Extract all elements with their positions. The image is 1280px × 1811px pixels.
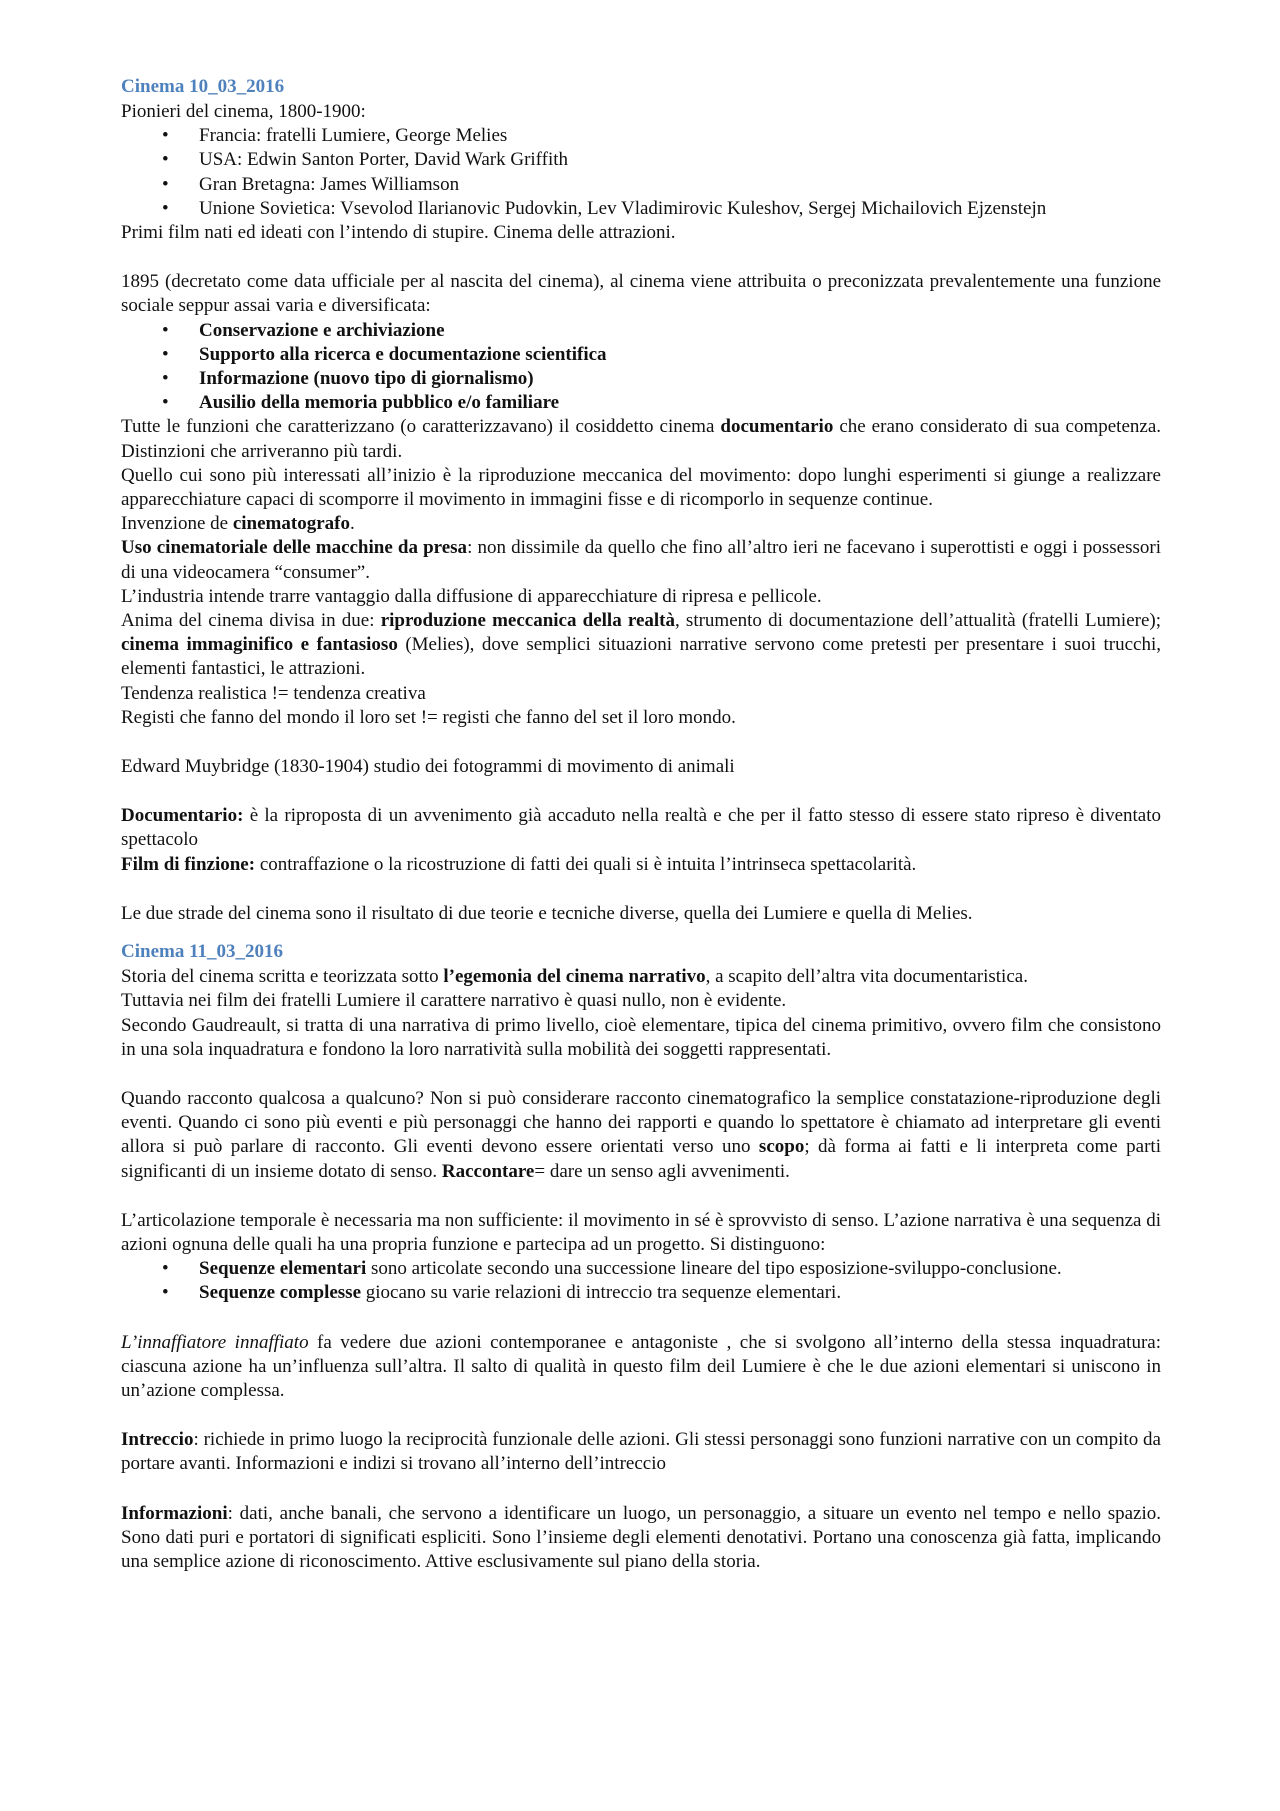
bullet-icon: • [162,392,169,414]
bullet-icon: • [162,149,169,171]
bullet-icon: • [162,343,169,365]
list-item: • Unione Sovietica: Vsevolod Ilarianovic Pudovkin, Lev Vladimirovic Kuleshov, Sergej Michailovich Ejzenstejn [121,197,1161,221]
paragraph: Quello cui sono più interessati all’inizio è la riproduzione meccanica del movimento: dopo lunghi esperimenti si giunge a realizzare apparecchiature capaci di scomporre il movimento in immagini fisse e di ricomporlo in sequenze continue. [121,464,1161,511]
list-item: • Conservazione e archiviazione [121,319,1161,343]
section-heading: Cinema 11_03_2016 [121,941,284,963]
list-item: • Sequenze elementari sono articolate secondo una successione lineare del tipo esposizione-sviluppo-conclusione. [121,1257,1161,1281]
paragraph: Storia del cinema scritta e teorizzata sotto l’egemonia del cinema narrativo, a scapito dell’altra vita documentaristica. [121,966,1028,988]
bullet-icon: • [162,1282,169,1304]
sequences-list [121,1257,1161,1305]
paragraph: Tuttavia nei film dei fratelli Lumiere il carattere narrativo è quasi nullo, non è evidente. [121,990,787,1012]
section-heading: Cinema 10_03_2016 [121,76,285,97]
list-item: • Francia: fratelli Lumiere, George Melies [121,124,1161,148]
paragraph: Pionieri del cinema, 1800-1900: [121,101,366,122]
paragraph: Informazioni: dati, anche banali, che servono a identificare un luogo, un personaggio, a situare un evento nel tempo e nello spazio. Sono dati puri e portatori di significati espliciti. Sono l’insieme degli elementi denotativi. Portano una conoscenza già fatta, implicando una semplice azione di riconoscimento. Attive esclusivamente sul piano della storia. [121,1502,1161,1572]
paragraph: Invenzione de cinematografo. [121,513,355,535]
list-item: • Supporto alla ricerca e documentazione scientifica [121,343,1161,367]
list-item: • Ausilio della memoria pubblico e/o familiare [121,391,1161,415]
list-item: • Gran Bretagna: James Williamson [121,173,1161,197]
list-item: • USA: Edwin Santon Porter, David Wark Griffith [121,148,1161,172]
paragraph: Film di finzione: contraffazione o la ricostruzione di fatti dei quali si è intuita l’intrinseca spettacolarità. [121,853,917,875]
document-page [121,74,1161,1574]
paragraph: Registi che fanno del mondo il loro set != registi che fanno del set il loro mondo. [121,706,736,728]
paragraph: Secondo Gaudreault, si tratta di una narrativa di primo livello, cioè elementare, tipica del cinema primitivo, ovvero film che consistono in una sola inquadratura e fondono la loro narratività sulla mobilità dei soggetti rappresentati. [121,1014,1161,1060]
paragraph: Documentario: è la riproposta di un avvenimento già accaduto nella realtà e che per il fatto stesso di essere stato ripreso è diventato spettacolo [121,805,1161,851]
bullet-icon: • [162,368,169,390]
paragraph: Edward Muybridge (1830-1904) studio dei fotogrammi di movimento di animali [121,756,735,778]
paragraph: L’industria intende trarre vantaggio dalla diffusione di apparecchiature di ripresa e pellicole. [121,585,822,607]
list-item: • Informazione (nuovo tipo di giornalismo) [121,367,1161,391]
paragraph: Le due strade del cinema sono il risultato di due teorie e tecniche diverse, quella dei Lumiere e quella di Melies. [121,902,973,924]
paragraph: 1895 (decretato come data ufficiale per al nascita del cinema), al cinema viene attribuita o preconizzata prevalentemente una funzione sociale seppur assai varia e diversificata: [121,271,1161,317]
list-item: • Sequenze complesse giocano su varie relazioni di intreccio tra sequenze elementari. [121,1281,1161,1305]
functions-list [121,319,1161,416]
bullet-icon: • [162,125,169,147]
paragraph: Tutte le funzioni che caratterizzano (o caratterizzavano) il cosiddetto cinema documentario che erano considerato di sua competenza. Distinzioni che arriveranno più tardi. [121,416,1161,462]
paragraph: Quando racconto qualcosa a qualcuno? Non si può considerare racconto cinematografico la semplice constatazione-riproduzione degli eventi. Quando ci sono più eventi e più personaggi che hanno dei rapporti e quando lo spettatore è chiamato ad interpretare gli eventi allora si può parlare di racconto. Gli eventi devono essere orientati verso uno scopo; dà forma ai fatti e li interpreta come parti significanti di un insieme dotato di senso. Raccontare= dare un senso agli avvenimenti. [121,1087,1161,1182]
paragraph: L’innaffiatore innaffiato fa vedere due azioni contemporanee e antagoniste , che si svolgono all’interno della stessa inquadratura: ciascuna azione ha un’influenza sull’altra. Il salto di qualità in questo film deil Lumiere è che le due azioni elementari si uniscono in un’azione complessa. [121,1331,1161,1401]
paragraph: Tendenza realistica != tendenza creativa [121,682,426,704]
bullet-icon: • [162,197,169,219]
paragraph: Uso cinematoriale delle macchine da presa: non dissimile da quello che fino all’altro ieri ne facevano i superottisti e oggi i possessori di una videocamera “consumer”. [121,537,1161,583]
paragraph: Anima del cinema divisa in due: riproduzione meccanica della realtà, strumento di documentazione dell’attualità (fratelli Lumiere); cinema immaginifico e fantasioso (Melies), dove semplici situazioni narrative servono come pretesti per presentare i suoi trucchi, elementi fantastici, le attrazioni. [121,610,1161,680]
bullet-icon: • [162,1258,169,1280]
bullet-icon: • [162,173,169,195]
pioneers-list [121,124,1161,221]
bullet-icon: • [162,319,169,341]
paragraph: L’articolazione temporale è necessaria ma non sufficiente: il movimento in sé è sprovvisto di senso. L’azione narrativa è una sequenza di azioni ognuna delle quali ha una propria funzione e partecipa ad un progetto. Si distinguono: [121,1209,1161,1255]
paragraph: Intreccio: richiede in primo luogo la reciprocità funzionale delle azioni. Gli stessi personaggi sono funzioni narrative con un compito da portare avanti. Informazioni e indizi si trovano all’interno dell’intreccio [121,1429,1161,1475]
paragraph: Primi film nati ed ideati con l’intendo di stupire. Cinema delle attrazioni. [121,222,676,244]
